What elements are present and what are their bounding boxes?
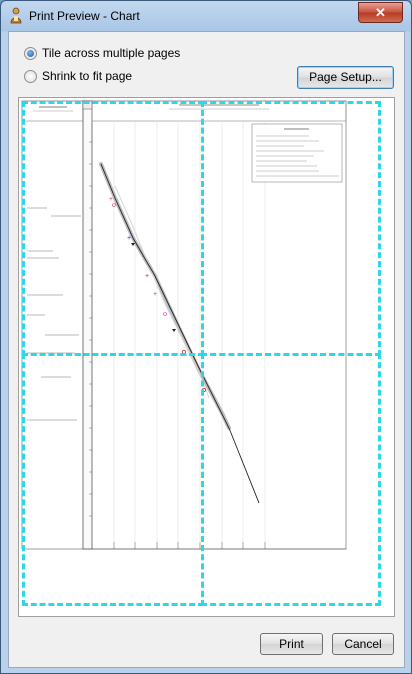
tile-radio[interactable] [24, 47, 37, 60]
page-setup-button[interactable] [297, 66, 394, 89]
shrink-option[interactable] [24, 69, 132, 83]
tile-option[interactable] [24, 46, 180, 60]
cancel-button[interactable] [332, 633, 394, 655]
cancel-label: Cancel [344, 637, 382, 651]
print-preview-pane[interactable] [18, 97, 395, 617]
marker-3: + [145, 273, 150, 280]
person-settings-icon [8, 7, 24, 24]
marker-4: + [153, 291, 158, 298]
shrink-radio[interactable] [24, 70, 37, 83]
shrink-label: Shrink to fit page [42, 69, 133, 83]
print-label: Print [279, 637, 304, 651]
tile-page-4 [201, 353, 381, 606]
print-button[interactable] [260, 633, 323, 655]
window-title: Print Preview - Chart [29, 9, 140, 23]
tile-label: Tile across multiple pages [42, 46, 181, 60]
tile-page-2 [201, 101, 381, 356]
close-button[interactable] [358, 2, 403, 23]
page-setup-label: Page Setup... [309, 70, 382, 84]
marker-1: + [109, 196, 114, 203]
close-icon: ✕ [375, 5, 386, 20]
title-bar[interactable] [1, 1, 411, 31]
tile-page-3 [22, 353, 204, 606]
tile-page-1 [22, 101, 204, 356]
marker-2: + [127, 235, 132, 242]
